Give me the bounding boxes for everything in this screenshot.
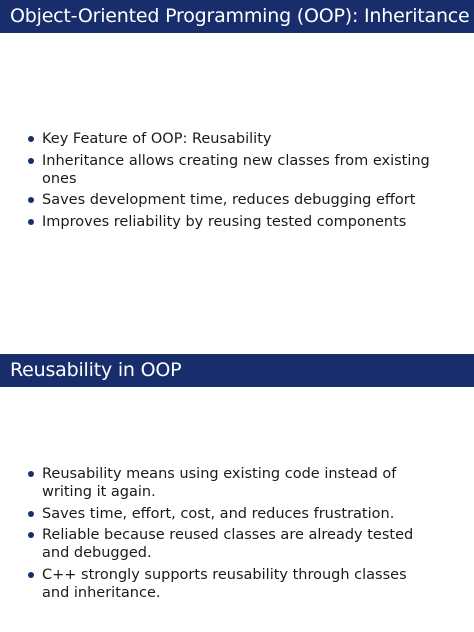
bullet-item xyxy=(0,191,474,209)
bullet-item xyxy=(0,526,474,562)
bullet-dot-icon xyxy=(28,532,34,538)
bullet-dot-icon xyxy=(28,219,34,225)
bullet-item xyxy=(0,566,474,602)
bullet-text: Improves reliability by reusing tested components xyxy=(42,213,407,230)
bullet-text: Key Feature of OOP: Reusability xyxy=(42,131,272,147)
bullet-text: Saves time, effort, cost, and reduces frustration. xyxy=(42,505,395,522)
bullet-text: C++ strongly supports reusability through classes and inheritance. xyxy=(42,566,407,601)
bullet-dot-icon xyxy=(28,511,34,517)
bullet-dot-icon xyxy=(28,136,34,142)
bullet-text: Reusability means using existing code instead of writing it again. xyxy=(42,466,397,500)
bullet-dot-icon xyxy=(28,572,34,578)
bullet-item xyxy=(0,465,474,501)
bullet-item xyxy=(0,130,474,148)
bullet-item xyxy=(0,505,474,523)
bullet-text: Reliable because reused classes are already tested and debugged. xyxy=(42,527,414,561)
bullet-list xyxy=(0,130,474,234)
bullet-dot-icon xyxy=(28,197,34,203)
slide-reusability xyxy=(0,354,474,632)
slide-title: Object-Oriented Programming (OOP): Inheritance xyxy=(10,5,470,27)
bullet-text: Inheritance allows creating new classes from existing ones xyxy=(42,152,430,187)
bullet-list xyxy=(0,465,474,605)
slide-title-bar xyxy=(0,0,474,33)
bullet-dot-icon xyxy=(28,471,34,477)
slide-title: Reusability in OOP xyxy=(10,359,182,381)
bullet-item xyxy=(0,213,474,231)
bullet-dot-icon xyxy=(28,158,34,164)
bullet-text: Saves development time, reduces debugging effort xyxy=(42,192,416,208)
slide-title-bar xyxy=(0,354,474,387)
bullet-item xyxy=(0,152,474,188)
